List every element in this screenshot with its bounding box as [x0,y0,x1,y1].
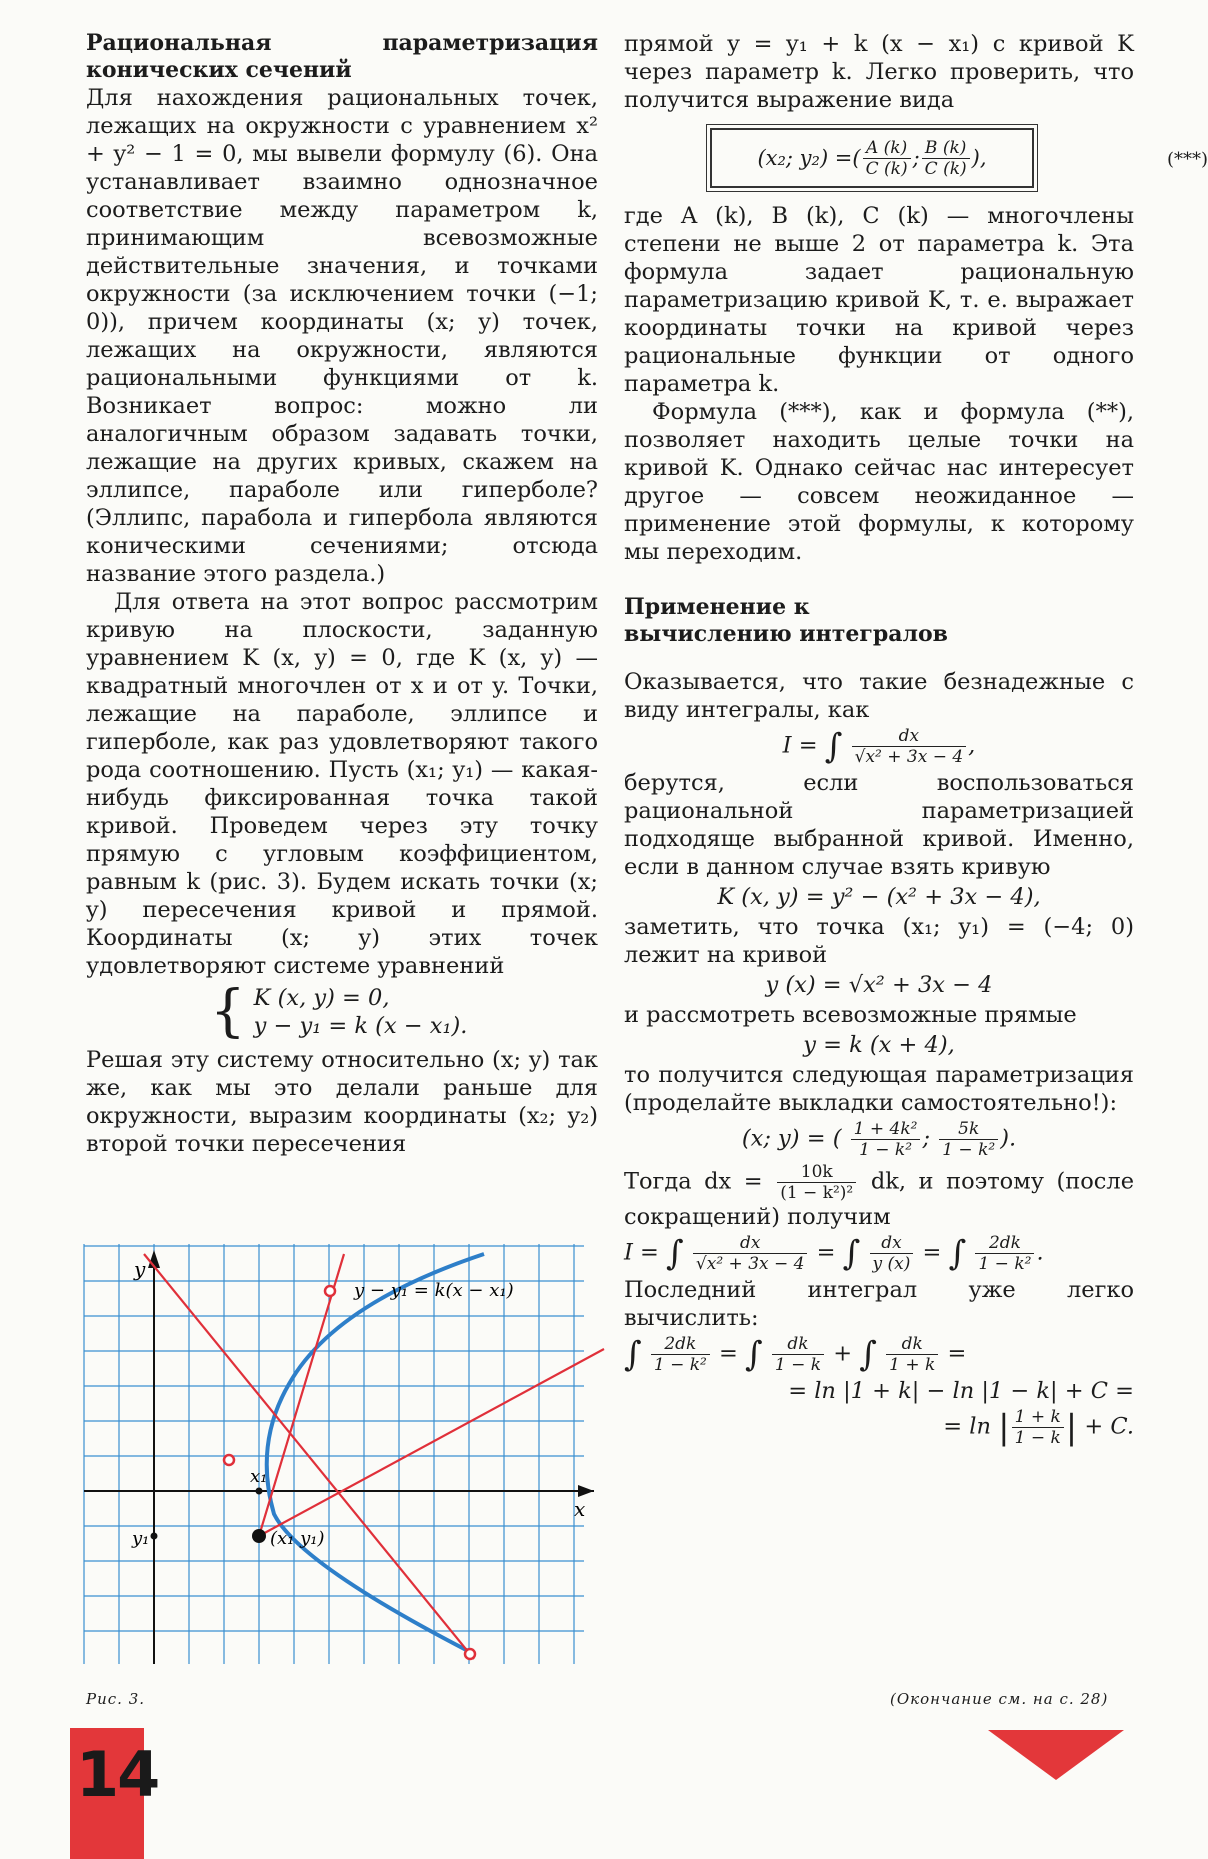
paragraph: заметить, что точка (x₁; y₁) = (−4; 0) лежит на кривой [624,914,1134,968]
paragraph: и рассмотреть всевозможные прямые [624,1002,1077,1028]
intersection-point [224,1455,234,1465]
system-line: y − y₁ = k (x − x₁). [253,1013,468,1039]
right-column [624,30,1208,1450]
equation: y (x) = √x² + 3x − 4 [765,972,993,998]
line-equation-label: y − y₁ = k(x − x₁) [354,1280,514,1301]
formula-lhs: (x₂; y₂) = [757,146,853,170]
equation-system [210,979,598,1044]
fraction: $\frac{B (k)}{C (k)}$ [922,138,970,179]
secant-line [259,1349,604,1536]
system-line: K (x, y) = 0, [253,985,390,1011]
equation: I = ∫ $\frac{dx}{\text{√x² + 3x − 4}}$ , [782,726,976,767]
paragraph: прямой y = y₁ + k (x − x₁) с кривой K через параметр k. Легко проверить, что получится выражение вида [624,31,1134,113]
paragraph: где A (k), B (k), C (k) — многочлены степени не выше 2 от параметра k. Эта формула задает рациональную параметризацию кривой K, т. е. выражает координаты точки на кривой через рациональные функции от одного параметра k. [624,203,1134,397]
figure-caption: Рис. 3. [86,1690,146,1708]
paragraph: Для нахождения рациональных точек, лежащих на окружности с уравнением x² + y² − 1 = 0, мы вывели формулу (6). Она устанавливает взаимно однозначное соответствие между параметром k, принимающим всевозможные действительные значения, и точками окружности (за исключением точки (−1; 0)), причем координаты (x; y) точек, лежащих на окружности, являются рациональными функциями от k. Возникает вопрос: можно ли аналогичным образом задавать точки, лежащие на других кривых, скажем на эллипсе, параболе или гиперболе? (Эллипс, парабола и гипербола являются коническими сечениями; отсюда название этого раздела.) [86,85,598,587]
y1-label: y₁ [132,1528,150,1549]
paragraph: Для ответа на этот вопрос рассмотрим кривую на плоскости, заданную уравнением K (x, y) = 0, где K (x, y) — квадратный многочлен от x и от y. Точки, лежащие на параболе, эллипсе и гиперболе, как раз удовлетворяют такого рода соотношению. Пусть (x₁; y₁) — какая-нибудь фиксированная точка такой кривой. Проведем через эту точку прямую с угловым коэффициентом, равным k (рис. 3). Будем искать точки (x; y) пересечения кривой и прямой. Координаты (x; y) этих точек удовлетворяют системе уравнений [86,589,598,979]
paragraph: Последний интеграл уже легко вычислить: [624,1277,1134,1331]
continue-arrow-icon [988,1730,1124,1780]
paragraph: Формула (***), как и формула (**), позволяет находить целые точки на кривой K. Однако сейчас нас интересует другое — совсем неожиданное — применение этой формулы, к которому мы переходим. [624,399,1134,565]
x1-label: x₁ [250,1466,268,1487]
intersection-point [325,1286,335,1296]
equation: y = k (x + 4), [803,1032,955,1058]
equation: = ln |1 + k| − ln |1 − k| + C = [788,1378,1134,1404]
paragraph: то получится следующая параметризация (проделайте выкладки самостоятельно!): [624,1062,1134,1116]
section-heading: Применение к вычислению интегралов [624,594,948,647]
x1-tick [256,1488,263,1495]
equation: ∫ $\frac{2dk}{\text{1 − k²}}$ = ∫ $\frac{dk}{1 - k}$ + ∫ $\frac{dk}{1 + k}$ = [624,1334,967,1375]
boxed-formula: (x₂; y₂) = ( $\frac{A (k)}{C (k)}$ ; $\frac{B (k)}{C (k)}$ ), (***) [710,128,1034,188]
fraction: $\frac{A (k)}{C (k)}$ [863,138,911,179]
left-column [86,30,598,1158]
section-heading: Рациональная параметризация конических сечений [86,30,598,83]
x-axis-arrow-icon [578,1485,594,1497]
paragraph: Оказывается, что такие безнадежные с виду интегралы, как [624,669,1134,723]
equation: K (x, y) = y² − (x² + 3x − 4), [717,884,1041,910]
brace-icon: { [210,979,246,1044]
equation: I = ∫ $\frac{dx}{\text{√x² + 3x − 4}}$ = ∫ $\frac{dx}{y (x)}$ = ∫ $\frac{2dk}{\text{1 − k²}}$ . [624,1233,1044,1274]
x-axis-label: x [574,1497,586,1521]
intersection-point [465,1649,475,1659]
equation: = ln | $\frac{1 + k}{1 - k}$ | + C. [943,1407,1134,1448]
figure-3 [84,1244,604,1664]
paragraph: берутся, если воспользоваться рациональной параметризацией подходяще выбранной кривой. Именно, если в данном случае взять кривую [624,770,1134,880]
curve-k [267,1254,484,1654]
equation-label: (***) [1167,149,1208,170]
y1-tick [151,1533,158,1540]
fixed-point-marker [252,1529,266,1543]
point-label: (x₁ y₁) [270,1528,325,1549]
paragraph: Тогда dx = $\frac{10k}{\text{(1 − k²)²}}$ dk, и поэтому (после сокращений) получим [624,1162,1135,1230]
grid [84,1244,584,1664]
paragraph: Решая эту систему относительно (x; y) так же, как мы это делали раньше для окружности, выразим координаты (x₂; y₂) второй точки пересечения [86,1047,598,1157]
continuation-note: (Окончание см. на с. 28) [890,1690,1109,1708]
page-number: 14 [76,1738,159,1811]
equation: (x; y) = ( $\frac{\text{1 + 4k²}}{\text{1 − k²}}$ ; $\frac{5k}{\text{1 − k²}}$ ). [741,1119,1017,1160]
y-axis-label: y [134,1257,146,1281]
